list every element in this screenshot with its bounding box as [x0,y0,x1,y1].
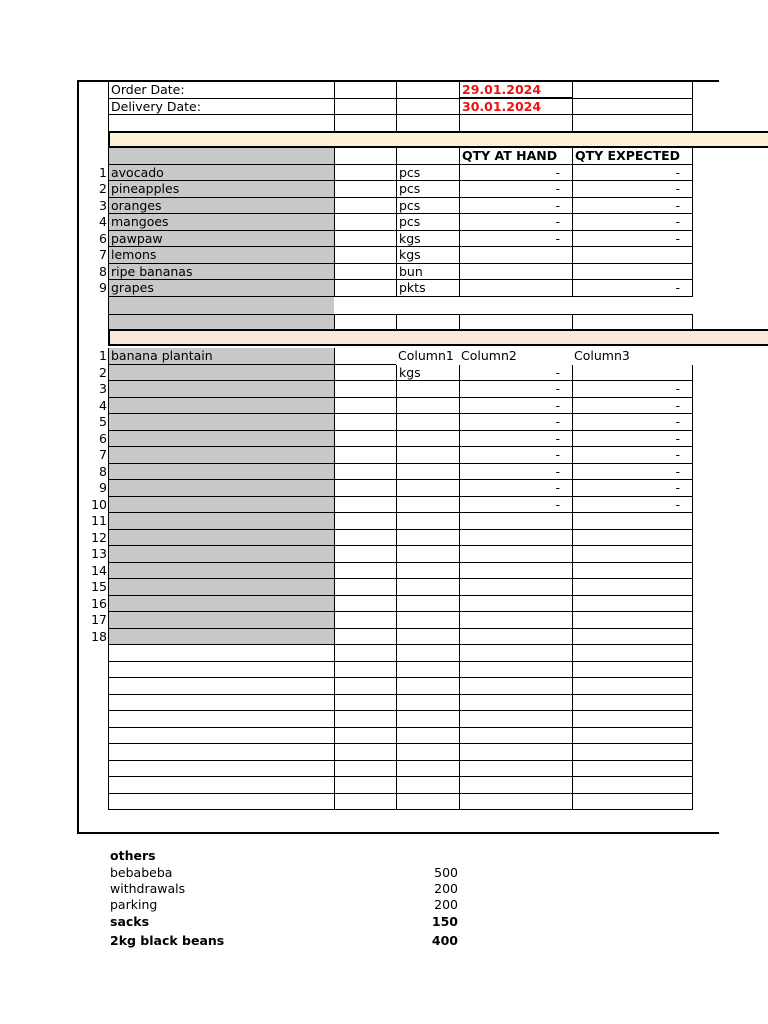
table-row [0,480,768,497]
cell[interactable] [334,365,396,382]
table-row [0,414,768,431]
item-name[interactable]: lemons [108,247,334,264]
column2-cell[interactable]: - [459,365,572,382]
cell[interactable] [396,662,459,679]
row-number: 9 [99,280,107,295]
qty-at-hand-cell[interactable]: - [459,198,572,215]
item-name[interactable] [108,497,334,514]
section2-band [108,329,768,346]
row-number: 3 [99,381,107,396]
table-row [0,563,768,580]
cell[interactable] [108,297,334,314]
spacer-row [0,314,768,331]
cell[interactable] [334,82,396,99]
column2-cell[interactable] [459,612,572,629]
cell[interactable] [572,99,693,116]
cell[interactable] [572,777,693,794]
column3-cell[interactable]: - [572,497,693,514]
cell[interactable] [334,744,396,761]
cell[interactable] [572,744,693,761]
row-number: 18 [91,628,107,644]
column1-cell[interactable] [396,612,459,629]
item-name[interactable] [108,513,334,530]
column3-cell[interactable] [572,629,693,646]
empty-row [0,711,768,728]
empty-row [0,678,768,695]
cell[interactable] [334,497,396,514]
row-number: 1 [99,164,107,180]
row-number: 12 [91,529,107,545]
others-item-value: 400 [431,933,458,948]
item-name[interactable] [108,398,334,415]
cell[interactable] [334,612,396,629]
column1-cell[interactable]: kgs [396,365,459,382]
row-number: 6 [99,230,107,246]
column3-cell[interactable] [572,530,693,547]
order-date-row [0,82,768,99]
header-cell[interactable] [108,148,334,165]
unit-cell[interactable]: pcs [396,165,459,182]
column3-cell[interactable] [572,612,693,629]
table-row [0,365,768,382]
item-name[interactable] [108,431,334,448]
others-item-label: withdrawals [110,881,186,896]
others-item-value: 150 [431,914,458,929]
row-number: 6 [99,430,107,446]
others-item-value: 200 [434,897,458,912]
cell[interactable] [108,678,334,695]
empty-row [0,728,768,745]
cell[interactable] [459,314,572,331]
qty-at-hand-header[interactable]: QTY AT HAND [459,148,572,165]
column2-cell[interactable] [459,546,572,563]
cell[interactable] [108,695,334,712]
cell[interactable] [334,480,396,497]
column1-cell[interactable] [396,629,459,646]
cell[interactable] [334,645,396,662]
row-number: 2 [99,364,107,380]
cell[interactable] [459,777,572,794]
cell[interactable] [396,744,459,761]
unit-cell[interactable]: pkts [396,280,459,297]
cell[interactable] [572,115,693,132]
cell[interactable] [459,645,572,662]
unit-cell[interactable]: pcs [396,214,459,231]
cell[interactable] [334,563,396,580]
header-cell[interactable] [396,148,459,165]
cell[interactable] [334,530,396,547]
table-row [0,165,768,182]
empty-row [0,695,768,712]
qty-expected-cell[interactable] [572,247,693,264]
item-name[interactable] [108,381,334,398]
column1-cell[interactable] [396,546,459,563]
column1-cell[interactable] [396,447,459,464]
cell[interactable] [396,695,459,712]
cell[interactable] [459,678,572,695]
qty-expected-cell[interactable]: - [572,231,693,248]
column2-cell[interactable] [459,629,572,646]
item-name[interactable]: pineapples [108,181,334,198]
row-number: 16 [91,595,107,611]
table-row [0,530,768,547]
cell[interactable] [334,777,396,794]
table-row [0,247,768,264]
cell[interactable] [108,761,334,778]
table-row [0,579,768,596]
row-number: 1 [99,348,107,363]
empty-row [0,662,768,679]
qty-at-hand-cell[interactable]: - [459,165,572,182]
column3-cell[interactable] [572,546,693,563]
cell[interactable] [459,744,572,761]
cell[interactable] [334,513,396,530]
column2-cell[interactable]: - [459,464,572,481]
cell[interactable] [572,695,693,712]
column3-cell[interactable]: - [572,431,693,448]
cell[interactable] [334,711,396,728]
column3-cell[interactable]: - [572,464,693,481]
column1-cell[interactable] [396,464,459,481]
qty-at-hand-cell[interactable]: - [459,231,572,248]
table-row [0,629,768,646]
cell[interactable] [334,381,396,398]
item-name[interactable] [108,365,334,382]
column1-cell[interactable] [396,398,459,415]
column2-cell[interactable] [459,563,572,580]
qty-expected-cell[interactable]: - [572,198,693,215]
qty-at-hand-cell[interactable]: - [459,181,572,198]
column3-cell[interactable] [572,596,693,613]
item-name[interactable] [108,596,334,613]
unit-cell[interactable]: pcs [396,181,459,198]
column1-cell[interactable] [396,414,459,431]
delivery-date-label[interactable]: Delivery Date: [108,99,334,116]
cell[interactable] [334,247,396,264]
section1-band [108,131,768,148]
cell[interactable] [334,728,396,745]
cell[interactable] [334,280,396,297]
cell[interactable] [334,662,396,679]
column3-cell[interactable] [572,579,693,596]
unit-cell[interactable]: bun [396,264,459,281]
row-number: 9 [99,480,107,495]
cell[interactable] [396,794,459,811]
column1-cell[interactable]: Column1 [398,348,454,363]
others-item-label: bebabeba [110,865,173,880]
column1-cell[interactable] [396,530,459,547]
cell[interactable] [396,115,459,132]
row-number: 8 [99,463,107,479]
cell[interactable] [334,447,396,464]
column1-cell[interactable] [396,431,459,448]
row-number: 13 [91,546,107,561]
others-item-label: 2kg black beans [110,933,225,948]
item-name[interactable]: ripe bananas [108,264,334,281]
cell[interactable] [108,777,334,794]
table-row [0,431,768,448]
cell[interactable] [396,314,459,331]
column3-cell[interactable] [572,563,693,580]
cell[interactable] [108,115,334,132]
cell[interactable] [334,414,396,431]
cell[interactable] [334,678,396,695]
cell[interactable] [334,198,396,215]
cell[interactable] [334,431,396,448]
column2-cell[interactable]: - [459,414,572,431]
header-cell[interactable] [334,148,396,165]
row-number: 3 [99,197,107,213]
cell[interactable] [396,678,459,695]
item-name[interactable] [108,563,334,580]
table-row [0,596,768,613]
column2-cell[interactable]: - [459,431,572,448]
qty-expected-cell[interactable]: - [572,181,693,198]
qty-expected-cell[interactable]: - [572,165,693,182]
column1-cell[interactable] [396,596,459,613]
table-row [0,497,768,514]
cell[interactable] [459,115,572,132]
item-name[interactable] [108,612,334,629]
unit-cell[interactable]: kgs [396,231,459,248]
cell[interactable] [572,678,693,695]
order-date-label[interactable]: Order Date: [108,82,334,99]
row-number: 7 [99,247,107,262]
table-row [0,264,768,281]
unit-cell[interactable]: kgs [396,247,459,264]
delivery-date-value[interactable]: 30.01.2024 [459,99,572,116]
item-name[interactable] [108,546,334,563]
column1-cell[interactable] [396,480,459,497]
cell[interactable] [459,794,572,811]
column2-cell[interactable]: - [459,480,572,497]
others-item [110,913,470,930]
table-row [0,546,768,563]
table-row [0,381,768,398]
cell[interactable] [108,744,334,761]
item-name[interactable]: avocado [108,165,334,182]
cell[interactable] [396,99,459,116]
cell[interactable] [334,165,396,182]
cell[interactable] [334,231,396,248]
cell[interactable] [459,662,572,679]
cell[interactable] [396,761,459,778]
cell[interactable] [396,645,459,662]
item-name[interactable] [108,629,334,646]
cell[interactable] [108,794,334,811]
others-item-value: 200 [434,881,458,896]
others-item-value: 500 [434,865,458,880]
column3-cell[interactable] [572,513,693,530]
cell[interactable] [334,398,396,415]
row-number: 8 [99,263,107,279]
others-item [110,864,470,881]
row-number: 15 [91,579,107,594]
table-row [0,280,768,297]
item-name[interactable] [108,579,334,596]
cell[interactable] [334,761,396,778]
cell[interactable] [572,728,693,745]
cell[interactable] [334,546,396,563]
cell[interactable] [396,711,459,728]
item-name[interactable]: banana plantain [108,348,334,365]
order-date-value[interactable]: 29.01.2024 [459,82,572,99]
column2-cell[interactable]: Column2 [461,348,517,363]
item-name[interactable] [108,480,334,497]
cell[interactable] [334,596,396,613]
item-name[interactable] [108,414,334,431]
cell[interactable] [334,348,396,365]
row-number: 4 [99,214,107,229]
qty-expected-cell[interactable]: - [572,280,693,297]
empty-row [0,744,768,761]
row-number: 10 [91,496,107,512]
cell[interactable] [108,662,334,679]
table-row [0,612,768,629]
row-number: 17 [91,612,107,627]
column2-cell[interactable] [459,513,572,530]
table-row [0,198,768,215]
empty-row [0,761,768,778]
cell[interactable] [396,777,459,794]
cell[interactable] [334,99,396,116]
column3-cell[interactable]: - [572,414,693,431]
table-row [0,447,768,464]
qty-at-hand-cell[interactable]: - [459,214,572,231]
cell[interactable] [459,728,572,745]
cell[interactable] [572,662,693,679]
row-number: 2 [99,181,107,196]
others-title: others [110,848,156,863]
cell[interactable] [108,314,334,331]
unit-cell[interactable]: pcs [396,198,459,215]
column1-cell[interactable] [396,497,459,514]
cell[interactable] [334,464,396,481]
row-number: 11 [91,513,107,528]
empty-row [0,794,768,811]
cell[interactable] [459,761,572,778]
table-row [0,231,768,248]
cell[interactable] [572,82,693,99]
qty-expected-cell[interactable] [572,264,693,281]
section1-header-row [0,148,768,165]
qty-expected-header[interactable]: QTY EXPECTED [572,148,693,165]
item-name[interactable] [108,464,334,481]
cell[interactable] [334,115,396,132]
qty-at-hand-cell[interactable] [459,264,572,281]
cell[interactable] [108,645,334,662]
cell[interactable] [334,579,396,596]
row-number: 4 [99,397,107,413]
column3-cell[interactable]: - [572,381,693,398]
row-number: 7 [99,447,107,462]
cell[interactable] [572,314,693,331]
cell[interactable] [334,314,396,331]
table-row [0,398,768,415]
row-number: 5 [99,414,107,429]
cell[interactable] [572,645,693,662]
table-row [0,464,768,481]
column1-cell[interactable] [396,579,459,596]
row-number: 14 [91,562,107,578]
column3-cell[interactable]: - [572,480,693,497]
item-name[interactable] [108,530,334,547]
column2-cell[interactable]: - [459,381,572,398]
column2-cell[interactable]: - [459,398,572,415]
table-row [0,513,768,530]
empty-row [0,777,768,794]
cell[interactable] [459,695,572,712]
qty-at-hand-cell[interactable] [459,247,572,264]
column1-cell[interactable] [396,563,459,580]
column2-cell[interactable] [459,530,572,547]
cell[interactable] [108,728,334,745]
spacer-row [0,297,768,314]
cell[interactable] [459,711,572,728]
delivery-date-row [0,99,768,116]
cell[interactable] [334,794,396,811]
column1-cell[interactable] [396,381,459,398]
column1-cell[interactable] [396,513,459,530]
cell[interactable] [334,214,396,231]
cell[interactable] [334,695,396,712]
qty-at-hand-cell[interactable] [459,280,572,297]
table-row [0,214,768,231]
item-name[interactable]: oranges [108,198,334,215]
column3-cell[interactable]: - [572,447,693,464]
qty-expected-cell[interactable]: - [572,214,693,231]
cell[interactable] [572,794,693,811]
item-name[interactable] [108,447,334,464]
column3-cell[interactable]: - [572,398,693,415]
others-item [110,896,470,913]
others-item [110,932,470,949]
item-name[interactable]: mangoes [108,214,334,231]
cell[interactable] [334,181,396,198]
others-item [110,880,470,897]
column2-cell[interactable]: - [459,497,572,514]
cell[interactable] [572,761,693,778]
column2-cell[interactable] [459,596,572,613]
others-item-label: parking [110,897,158,912]
column2-cell[interactable] [459,579,572,596]
table-row [0,181,768,198]
cell[interactable] [396,82,459,99]
column3-cell[interactable] [572,365,693,382]
cell[interactable] [396,728,459,745]
others-item-label: sacks [110,914,150,929]
column2-cell[interactable]: - [459,447,572,464]
cell[interactable] [108,711,334,728]
cell[interactable] [334,629,396,646]
table-row [0,348,768,365]
cell[interactable] [572,711,693,728]
item-name[interactable]: pawpaw [108,231,334,248]
blank-row [0,115,768,132]
item-name[interactable]: grapes [108,280,334,297]
empty-row [0,645,768,662]
cell[interactable] [334,264,396,281]
column3-cell[interactable]: Column3 [574,348,630,363]
